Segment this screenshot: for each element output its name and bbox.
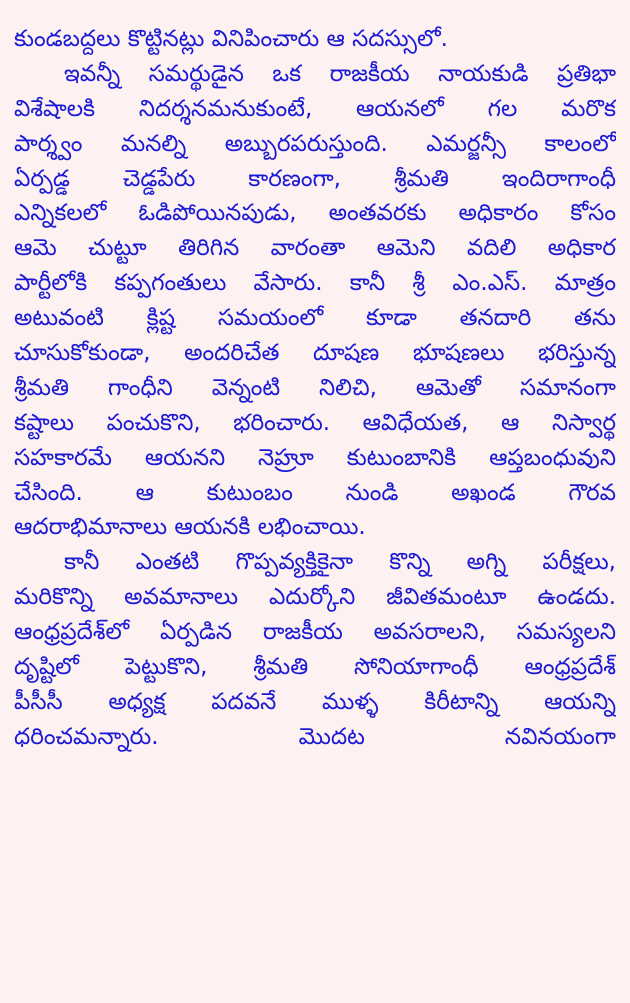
text-line-12: కష్టాలు పంచుకొని, భరించారు. ఆవిధేయత, ఆ నిస్వార్థ	[14, 409, 616, 436]
text-line-1: కుండబద్దలు కొట్టినట్లు వినిపించారు ఆ సదస్సులో.	[14, 26, 448, 52]
text-line-15: ఆదరాభిమానాలు ఆయనకి లభించాయి.	[14, 514, 366, 541]
text-line-7: ఆమె చుట్టూ తిరిగిన వారంతా ఆమెని వదిలి అధికార	[14, 235, 616, 262]
text-line-18: ఆంధ్రప్రదేశ్‌లో ఏర్పడిన రాజకీయ అవసరాలని, సమస్యలని	[14, 619, 616, 646]
text-line-16: కానీ ఎంతటి గొప్పవ్యక్తికైనా కొన్ని అగ్ని పరీక్షలు,	[64, 549, 616, 576]
text-line-19: దృష్టిలో పెట్టుకొని, శ్రీమతి సోనియాగాంధీ ఆంధ్రప్రదేశ్	[14, 654, 616, 681]
text-line-17: మరికొన్ని అవమానాలు ఎదుర్కోని జీవితమంటూ ఉండదు.	[14, 584, 616, 611]
text-line-9: అటువంటి క్లిష్ట సమయంలో కూడా తనదారి తను	[14, 305, 616, 332]
text-line-10: చూసుకోకుండా, అందరిచేత దూషణ భూషణలు భరిస్తున్న	[14, 340, 616, 367]
text-line-13: సహకారమే ఆయనని నెహ్రూ కుటుంబానికి ఆప్తబంధువుని	[14, 444, 616, 471]
text-line-21: ధరించమన్నారు. మొదట నవినయంగా	[14, 723, 616, 750]
text-line-4: పార్శ్వం మనల్ని అబ్బురపరుస్తుంది. ఎమర్జన్సీ కాలంలో	[14, 130, 616, 157]
text-line-14: చేసింది. ఆ కుటుంబం నుండి అఖండ గౌరవ	[14, 479, 616, 506]
text-line-2: ఇవన్నీ సమర్థుడైన ఒక రాజకీయ నాయకుడి ప్రతిభా	[64, 60, 616, 87]
text-line-20: పీసీసీ అధ్యక్ష పదవనే ముళ్ళ కిరీటాన్ని ఆయన్ని	[14, 688, 616, 715]
text-line-11: శ్రీమతి గాంధీని వెన్నంటి నిలిచి, ఆమెతో సమానంగా	[14, 374, 616, 401]
text-line-6: ఎన్నికలలో ఓడిపోయినపుడు, అంతవరకు అధికారం కోసం	[14, 200, 616, 227]
text-line-5: ఏర్పడ్డ చెడ్డపేరు కారణంగా, శ్రీమతి ఇందిరాగాంధీ	[14, 165, 616, 192]
text-line-8: పార్టీలోకి కప్పగంతులు వేసారు. కానీ శ్రీ ఎం.ఎస్. మాత్రం	[14, 270, 616, 297]
text-line-3: విశేషాలకి నిదర్శనమనుకుంటే, ఆయనలో గల మరొక	[14, 95, 616, 122]
